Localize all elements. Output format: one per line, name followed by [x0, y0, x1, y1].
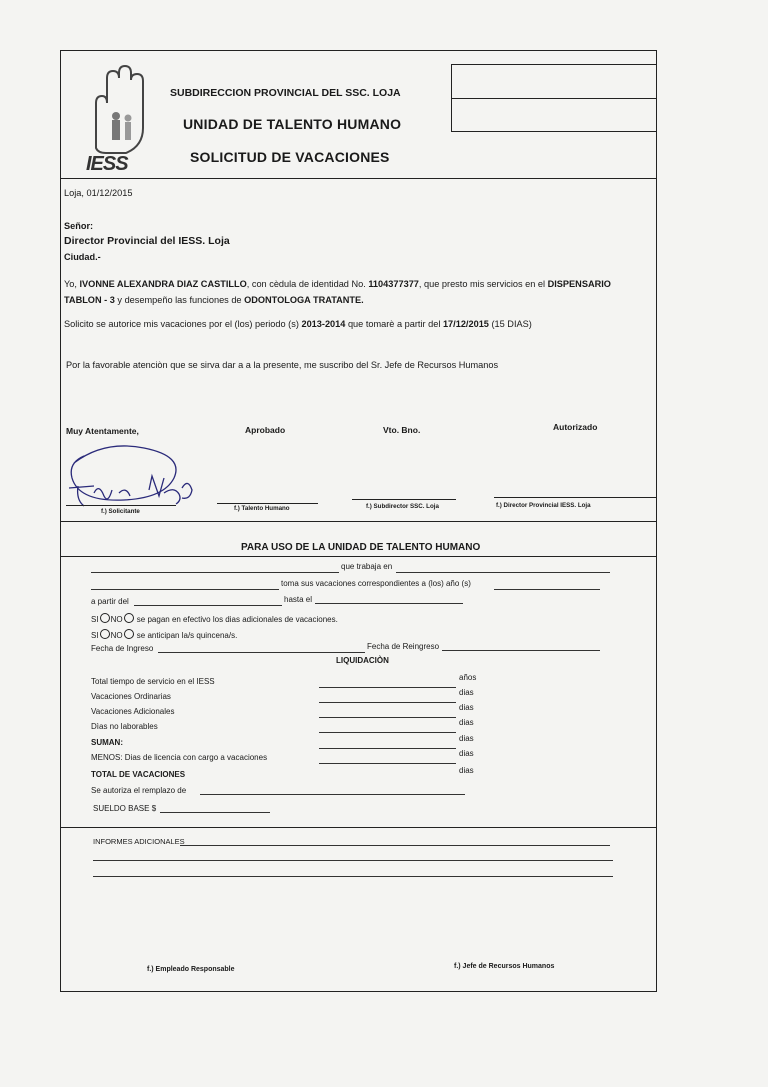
takes-vacation-label: toma sus vacaciones correspondientes a (los) año (s)	[281, 579, 471, 588]
hr-line-2b	[494, 589, 600, 590]
liquidation-row-label: SUMAN:	[91, 738, 123, 747]
signature-3-caption: f.) Subdirector SSC. Loja	[366, 503, 439, 510]
until-line	[315, 603, 463, 604]
liquidation-row-unit: dias	[459, 703, 474, 712]
start-date: 17/12/2015	[442, 319, 489, 329]
question-1: SI NO se pagan en efectivo los dias adicionales de vacaciones.	[91, 615, 338, 624]
liquidation-row-label: Vacaciones Adicionales	[91, 707, 175, 716]
vacation-period: 2013-2014	[301, 319, 346, 329]
return-date-label: Fecha de Reingreso	[367, 642, 440, 651]
signature-line-3	[352, 499, 456, 500]
liquidation-row-unit: dias	[459, 718, 474, 727]
liquidation-title: LIQUIDACIÒN	[336, 656, 389, 665]
liquidation-row-unit: dias	[459, 734, 474, 743]
liquidation-row-unit: dias	[459, 749, 474, 758]
liquidation-row-label: TOTAL DE VACACIONES	[91, 770, 186, 779]
signature-2-caption: f.) Talento Humano	[234, 505, 290, 512]
return-date-line	[442, 650, 600, 651]
liquidation-row	[91, 766, 491, 785]
liquidation-row	[91, 749, 491, 768]
liquidation-row	[91, 703, 491, 722]
header-box-divider	[451, 98, 657, 99]
replacement-label: Se autoriza el remplazo de	[91, 786, 187, 795]
q1-no-radio[interactable]	[124, 613, 134, 623]
liquidation-row-unit: dias	[459, 688, 474, 697]
liquidation-row	[91, 718, 491, 737]
salary-label: SUELDO BASE $	[93, 804, 157, 813]
hr-title-underline	[60, 556, 657, 557]
reports-label: INFORMES ADICIONALES	[93, 837, 185, 846]
q2-no-radio[interactable]	[124, 629, 134, 639]
vto-bno-label: Vto. Bno.	[383, 425, 421, 435]
paragraph-3: Por la favorable atenciòn que se sirva dar a a la presente, me suscribo del Sr. Jefe de Recursos Humanos	[66, 360, 499, 370]
from-line	[134, 605, 282, 606]
signature-line-2	[217, 503, 318, 504]
hr-line-2a	[91, 589, 279, 590]
chief-signature-caption: f.) Jefe de Recursos Humanos	[454, 963, 555, 970]
signature-line-1	[66, 505, 176, 506]
q2-si-radio[interactable]	[100, 629, 110, 639]
letter-section-separator	[60, 521, 657, 522]
liquidation-row-line	[319, 748, 456, 749]
city: Ciudad.-	[64, 252, 101, 262]
liquidation-row-label: Total tiempo de servicio en el IESS	[91, 677, 215, 686]
liquidation-table	[91, 672, 491, 792]
header-separator	[60, 178, 657, 179]
form-title: SOLICITUD DE VACACIONES	[190, 149, 390, 165]
id-number: 1104377377	[368, 279, 419, 289]
liquidation-row-unit: años	[459, 673, 477, 682]
liquidation-row	[91, 673, 491, 692]
subdirection-title: SUBDIRECCION PROVINCIAL DEL SSC. LOJA	[170, 87, 401, 99]
job-role: ODONTOLOGA TRATANTE.	[244, 295, 364, 305]
closing: Muy Atentamente,	[66, 426, 139, 436]
liquidation-row-line	[319, 717, 456, 718]
hr-line-1b	[396, 572, 610, 573]
paragraph-1-line-1: Yo, IVONNE ALEXANDRA DIAZ CASTILLO, con cèdula de identidad No. 1104377377, que presto mis servicios en el DISPENSARIO	[64, 279, 611, 289]
reports-line-1	[180, 845, 610, 846]
question-2: SI NO se anticipan la/s quincena/s.	[91, 631, 238, 640]
reports-line-3	[93, 876, 613, 877]
letter-date: Loja, 01/12/2015	[64, 188, 133, 198]
paragraph-2: Solicito se autorice mis vacaciones por el (los) periodo (s) 2013-2014 que tomarè a partir del 17/12/2015 (15 DIAS)	[64, 319, 532, 329]
liquidation-row-line	[319, 763, 456, 764]
liquidation-row	[91, 688, 491, 707]
employee-signature-caption: f.) Empleado Responsable	[147, 966, 235, 973]
recipient: Director Provincial del IESS. Loja	[64, 235, 230, 247]
hr-section-title: PARA USO DE LA UNIDAD DE TALENTO HUMANO	[241, 542, 481, 553]
entry-date-label: Fecha de Ingreso	[91, 644, 154, 653]
liquidation-row-label: Vacaciones Ordinarias	[91, 692, 171, 701]
entry-date-line	[158, 652, 365, 653]
iess-logo	[76, 58, 166, 178]
works-in-label: que trabaja en	[341, 562, 393, 571]
approved-label: Aprobado	[245, 425, 286, 435]
q1-si-radio[interactable]	[100, 613, 110, 623]
liquidation-row-label: MENOS: Dias de licencia con cargo a vacaciones	[91, 753, 268, 762]
liquidation-row-line	[319, 732, 456, 733]
salutation: Señor:	[64, 221, 94, 231]
until-label: hasta el	[284, 595, 313, 604]
liquidation-row	[91, 734, 491, 753]
requester-name: IVONNE ALEXANDRA DIAZ CASTILLO	[79, 279, 247, 289]
hr-line-1a	[91, 572, 339, 573]
salary-line	[160, 812, 270, 813]
liquidation-row-line	[319, 702, 456, 703]
signature-4-caption: f.) Director Provincial IESS. Loja	[496, 502, 591, 509]
handwritten-signature	[64, 438, 204, 513]
signature-line-4	[494, 497, 657, 498]
liquidation-row-label: Dìas no laborables	[91, 722, 158, 731]
liquidation-row-line	[319, 687, 456, 688]
hr-section-separator	[60, 827, 657, 828]
unit-title: UNIDAD DE TALENTO HUMANO	[183, 116, 402, 132]
replacement-line	[200, 794, 465, 795]
signature-1-caption: f.) Solicitante	[101, 508, 140, 515]
from-label: a partir del	[91, 597, 129, 606]
authorized-label: Autorizado	[553, 422, 598, 432]
paragraph-1-line-2: TABLON - 3 y desempeño las funciones de ODONTOLOGA TRATANTE.	[64, 295, 364, 305]
liquidation-row-unit: dias	[459, 766, 474, 775]
logo-text: IESS	[86, 153, 128, 175]
reports-line-2	[93, 860, 613, 861]
